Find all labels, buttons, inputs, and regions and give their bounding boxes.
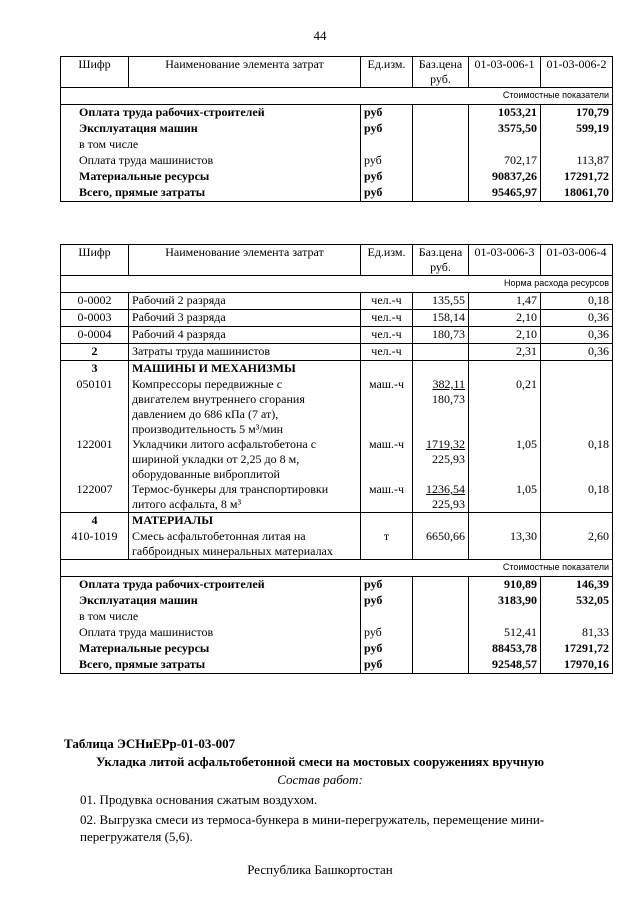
value-col5: 2,31 — [469, 344, 541, 361]
price-cell — [413, 185, 469, 202]
resource-row — [61, 344, 613, 361]
item-name: МАШИНЫ И МЕХАНИЗМЫ — [129, 361, 361, 378]
item-name: Эксплуатация машин — [61, 121, 361, 137]
work-item: 02. Выгрузка смеси из термоса-бункера в мини-перегружатель, перемещение мини- — [80, 812, 545, 827]
page-number: 44 — [313, 28, 327, 43]
price-cell — [413, 377, 469, 437]
unit-cell: маш.-ч — [361, 482, 413, 513]
value-col6: 113,87 — [541, 153, 613, 169]
work-item-continued: перегружателя (5,6). — [80, 829, 193, 844]
value-col5: 1053,21 — [469, 105, 541, 122]
cost-row — [61, 169, 613, 185]
price-cell — [413, 137, 469, 153]
subheader: Норма расхода ресурсов — [61, 276, 613, 293]
item-name — [129, 529, 361, 560]
subheader: Стоимостные показатели — [61, 560, 613, 577]
unit-cell: руб — [361, 121, 413, 137]
item-name-line: литого асфальта, 8 м³ — [132, 497, 242, 511]
table-caption: Таблица ЭСНиЕРр-01-03-007 — [64, 736, 236, 751]
value-col5: 0,21 — [469, 377, 541, 437]
item-name: Оплата труда машинистов — [61, 625, 361, 641]
resource-row — [61, 482, 613, 513]
item-name-line: производительность 5 м³/мин — [132, 422, 284, 436]
code-cell: 122007 — [61, 482, 129, 513]
price-cell — [413, 577, 469, 594]
table-title: Укладка литой асфальтобетонной смеси на мостовых сооружениях вручную — [95, 754, 545, 769]
value-col6: 146,39 — [541, 577, 613, 594]
price-cell — [413, 657, 469, 674]
item-name: Материальные ресурсы — [61, 641, 361, 657]
value-col6: 0,36 — [541, 344, 613, 361]
value-col6: 17291,72 — [541, 641, 613, 657]
price-cell — [413, 593, 469, 609]
item-name — [129, 437, 361, 482]
price-cell — [413, 153, 469, 169]
cost-table-2 — [60, 244, 613, 674]
header-unit: Ед.изм. — [361, 245, 413, 276]
header-col5: 01-03-006-3 — [469, 245, 541, 276]
value-col5 — [469, 609, 541, 625]
value-col6: 0,18 — [541, 293, 613, 310]
subheader-row — [61, 560, 613, 577]
header-col6: 01-03-006-2 — [541, 57, 613, 88]
cost-row — [61, 185, 613, 202]
cost-row — [61, 641, 613, 657]
value-col5: 702,17 — [469, 153, 541, 169]
value-col5 — [469, 513, 541, 530]
item-name-line: Компрессоры передвижные с — [132, 377, 283, 391]
resource-row — [61, 529, 613, 560]
work-item: 01. Продувка основания сжатым воздухом. — [80, 792, 318, 807]
header-base-price: Баз.цена руб. — [413, 245, 469, 276]
price-cell — [413, 641, 469, 657]
unit-cell: руб — [361, 577, 413, 594]
cost-row — [61, 625, 613, 641]
header-name: Наименование элемента затрат — [129, 245, 361, 276]
price-cell: 6650,66 — [413, 529, 469, 560]
cost-row — [61, 577, 613, 594]
value-col5: 512,41 — [469, 625, 541, 641]
cost-row — [61, 137, 613, 153]
value-col6 — [541, 609, 613, 625]
item-name-line: давлением до 686 кПа (7 ат), — [132, 407, 279, 421]
value-col6: 0,36 — [541, 310, 613, 327]
price-cell: 135,55 — [413, 293, 469, 310]
cost-row — [61, 593, 613, 609]
item-name: Оплата труда машинистов — [61, 153, 361, 169]
item-name-line: Смесь асфальтобетонная литая на — [132, 529, 306, 543]
value-col6: 170,79 — [541, 105, 613, 122]
value-col6: 599,19 — [541, 121, 613, 137]
header-code: Шифр — [61, 245, 129, 276]
resource-row — [61, 293, 613, 310]
item-name-line: двигателем внутреннего сгорания — [132, 392, 305, 406]
unit-cell — [361, 137, 413, 153]
value-col6: 532,05 — [541, 593, 613, 609]
item-name: Эксплуатация машин — [61, 593, 361, 609]
subheader: Стоимостные показатели — [61, 88, 613, 105]
value-col6 — [541, 361, 613, 378]
price-cell — [413, 169, 469, 185]
price-cell — [413, 361, 469, 378]
price-value-secondary: 225,93 — [432, 497, 465, 511]
price-cell — [413, 437, 469, 482]
cost-row — [61, 153, 613, 169]
item-name: МАТЕРИАЛЫ — [129, 513, 361, 530]
footer-region: Республика Башкортостан — [247, 862, 393, 877]
unit-cell: руб — [361, 625, 413, 641]
section-row — [61, 361, 613, 378]
section-row — [61, 513, 613, 530]
value-col5: 1,05 — [469, 482, 541, 513]
unit-cell: т — [361, 529, 413, 560]
unit-cell — [361, 609, 413, 625]
value-col6: 0,18 — [541, 482, 613, 513]
value-col6: 0,18 — [541, 437, 613, 482]
code-cell: 4 — [61, 513, 129, 530]
value-col5: 2,10 — [469, 310, 541, 327]
price-cell: 158,14 — [413, 310, 469, 327]
unit-cell: руб — [361, 169, 413, 185]
price-cell: 180,73 — [413, 327, 469, 344]
value-col5: 13,30 — [469, 529, 541, 560]
header-code: Шифр — [61, 57, 129, 88]
item-name: Всего, прямые затраты — [61, 657, 361, 674]
price-cell — [413, 513, 469, 530]
resource-row — [61, 310, 613, 327]
unit-cell: руб — [361, 641, 413, 657]
item-name-line: Термос-бункеры для транспортировки — [132, 482, 329, 496]
item-name-line: габброидных минеральных материалах — [132, 544, 333, 558]
price-cell — [413, 121, 469, 137]
unit-cell: чел.-ч — [361, 293, 413, 310]
item-name: Рабочий 3 разряда — [129, 310, 361, 327]
value-col6 — [541, 377, 613, 437]
works-heading: Состав работ: — [277, 772, 363, 787]
value-col5: 3183,90 — [469, 593, 541, 609]
item-name: в том числе — [61, 137, 361, 153]
cost-table-1 — [60, 56, 613, 202]
code-cell: 0-0004 — [61, 327, 129, 344]
item-name: Всего, прямые затраты — [61, 185, 361, 202]
unit-cell: руб — [361, 105, 413, 122]
value-col6 — [541, 137, 613, 153]
item-name: в том числе — [61, 609, 361, 625]
value-col5: 2,10 — [469, 327, 541, 344]
code-cell: 0-0002 — [61, 293, 129, 310]
unit-cell: руб — [361, 593, 413, 609]
price-cell — [413, 105, 469, 122]
value-col5: 910,89 — [469, 577, 541, 594]
value-col6: 2,60 — [541, 529, 613, 560]
value-col6: 17291,72 — [541, 169, 613, 185]
price-cell — [413, 609, 469, 625]
unit-cell: чел.-ч — [361, 310, 413, 327]
cost-row — [61, 121, 613, 137]
item-name: Рабочий 2 разряда — [129, 293, 361, 310]
unit-cell — [361, 361, 413, 378]
unit-cell: маш.-ч — [361, 377, 413, 437]
header-unit: Ед.изм. — [361, 57, 413, 88]
value-col6: 17970,16 — [541, 657, 613, 674]
unit-cell: руб — [361, 153, 413, 169]
item-name — [129, 482, 361, 513]
unit-cell: руб — [361, 657, 413, 674]
code-cell: 2 — [61, 344, 129, 361]
code-cell: 122001 — [61, 437, 129, 482]
cost-row — [61, 105, 613, 122]
price-cell — [413, 482, 469, 513]
value-col6: 18061,70 — [541, 185, 613, 202]
resource-row — [61, 437, 613, 482]
price-value: 382,11 — [432, 377, 465, 391]
resource-row — [61, 377, 613, 437]
item-name-line: шириной укладки от 2,25 до 8 м, — [132, 452, 300, 466]
item-name-line: оборудованные виброплитой — [132, 467, 280, 481]
value-col6 — [541, 513, 613, 530]
value-col5: 90837,26 — [469, 169, 541, 185]
value-col5: 92548,57 — [469, 657, 541, 674]
value-col5: 1,47 — [469, 293, 541, 310]
value-col5 — [469, 361, 541, 378]
cost-row — [61, 657, 613, 674]
unit-cell: чел.-ч — [361, 327, 413, 344]
unit-cell: руб — [361, 185, 413, 202]
code-cell: 0-0003 — [61, 310, 129, 327]
price-value: 1719,32 — [426, 437, 465, 451]
value-col5 — [469, 137, 541, 153]
code-cell: 3 — [61, 361, 129, 378]
code-cell: 050101 — [61, 377, 129, 437]
header-col5: 01-03-006-1 — [469, 57, 541, 88]
price-value: 1236,54 — [426, 482, 465, 496]
header-name: Наименование элемента затрат — [129, 57, 361, 88]
price-value-secondary: 225,93 — [432, 452, 465, 466]
value-col5: 1,05 — [469, 437, 541, 482]
item-name — [129, 377, 361, 437]
value-col5: 95465,97 — [469, 185, 541, 202]
price-value-secondary: 180,73 — [432, 392, 465, 406]
header-col6: 01-03-006-4 — [541, 245, 613, 276]
value-col5: 3575,50 — [469, 121, 541, 137]
unit-cell — [361, 513, 413, 530]
unit-cell: чел.-ч — [361, 344, 413, 361]
cost-row — [61, 609, 613, 625]
item-name: Затраты труда машинистов — [129, 344, 361, 361]
price-cell — [413, 344, 469, 361]
item-name: Оплата труда рабочих-строителей — [61, 105, 361, 122]
unit-cell: маш.-ч — [361, 437, 413, 482]
code-cell: 410-1019 — [61, 529, 129, 560]
value-col6: 0,36 — [541, 327, 613, 344]
value-col5: 88453,78 — [469, 641, 541, 657]
item-name: Материальные ресурсы — [61, 169, 361, 185]
resource-row — [61, 327, 613, 344]
item-name-line: Укладчики литого асфальтобетона с — [132, 437, 317, 451]
item-name: Рабочий 4 разряда — [129, 327, 361, 344]
price-cell — [413, 625, 469, 641]
header-base-price: Баз.цена руб. — [413, 57, 469, 88]
item-name: Оплата труда рабочих-строителей — [61, 577, 361, 594]
value-col6: 81,33 — [541, 625, 613, 641]
